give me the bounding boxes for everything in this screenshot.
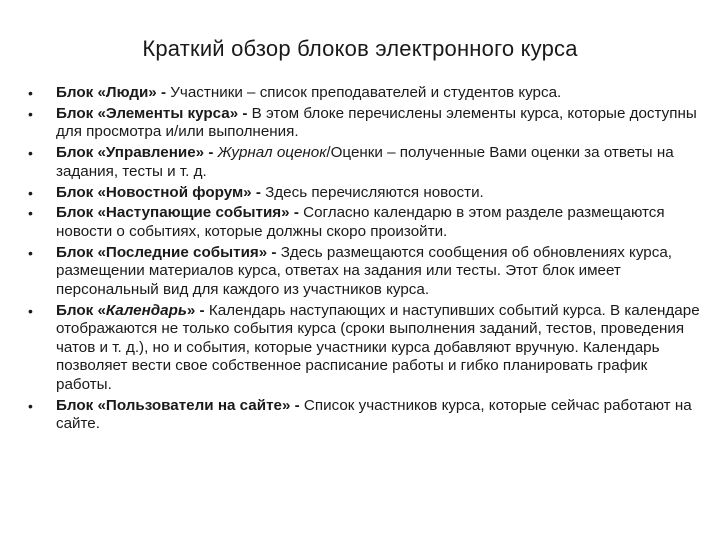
bullet-dot: • xyxy=(28,85,33,101)
list-item xyxy=(26,244,706,300)
list-item xyxy=(26,204,706,241)
item-label: Блок «Управление» - xyxy=(56,144,214,162)
slide-title: Краткий обзор блоков электронного курса xyxy=(142,36,578,61)
item-description: Участники – список преподавателей и студентов курса. xyxy=(166,84,562,101)
item-label: Блок «Элементы курса» - xyxy=(56,104,248,122)
item-description: Список участников курса, которые сейчас работают на сайте. xyxy=(56,396,692,433)
bullet-list xyxy=(26,84,706,436)
list-item xyxy=(26,144,706,181)
item-label-italic: Календарь xyxy=(105,301,187,319)
list-item xyxy=(26,84,706,103)
list-item xyxy=(26,397,706,434)
item-description: Согласно календарю в этом разделе размещаются новости о событиях, которые должны скоро произойти. xyxy=(56,204,665,240)
item-label: Блок «Новостной форум» - xyxy=(56,183,261,201)
item-label: Блок «Наступающие события» - xyxy=(56,204,299,222)
list-item xyxy=(26,302,706,395)
item-label: Блок «Люди» - xyxy=(56,84,167,101)
bullet-dot: • xyxy=(28,145,33,162)
bullet-dot: • xyxy=(28,244,33,261)
item-label xyxy=(56,302,205,319)
item-description-italic: Журнал оценок xyxy=(213,144,327,162)
item-label-part: » - xyxy=(186,301,205,319)
bullet-dot: • xyxy=(28,397,33,414)
bullet-dot: • xyxy=(28,205,33,222)
item-description: Здесь перечисляются новости. xyxy=(260,183,484,201)
item-description: В этом блоке перечислены элементы курса, которые доступны для просмотра и/или выполнения. xyxy=(56,104,697,141)
item-label: Блок «Пользователи на сайте» - xyxy=(56,396,300,414)
list-item xyxy=(26,184,706,203)
item-description: Здесь размещаются сообщения об обновлениях курса, размещении материалов курса, ответах на задания или тесты. Этот блок имеет персональный вид для каждого из участников курса. xyxy=(56,243,672,298)
item-description: /Оценки – полученные Вами оценки за ответы на задания, тесты и т. д. xyxy=(56,144,674,180)
item-label: Блок «Последние события» - xyxy=(56,243,277,261)
list-item xyxy=(26,105,706,142)
bullet-dot: • xyxy=(28,184,33,201)
item-description: Календарь наступающих и наступивших событий курса. В календаре отображаются не только события курса (сроки выполнения заданий, тестов, проведения чатов и т. д.), но и события, которые участники курса добавляют вручную. Календарь позволяет вести свое собственное расписание работы и гибко планировать график работы. xyxy=(56,301,700,394)
bullet-dot: • xyxy=(28,302,33,319)
item-label-part: Блок « xyxy=(56,301,106,319)
bullet-dot: • xyxy=(28,105,33,122)
